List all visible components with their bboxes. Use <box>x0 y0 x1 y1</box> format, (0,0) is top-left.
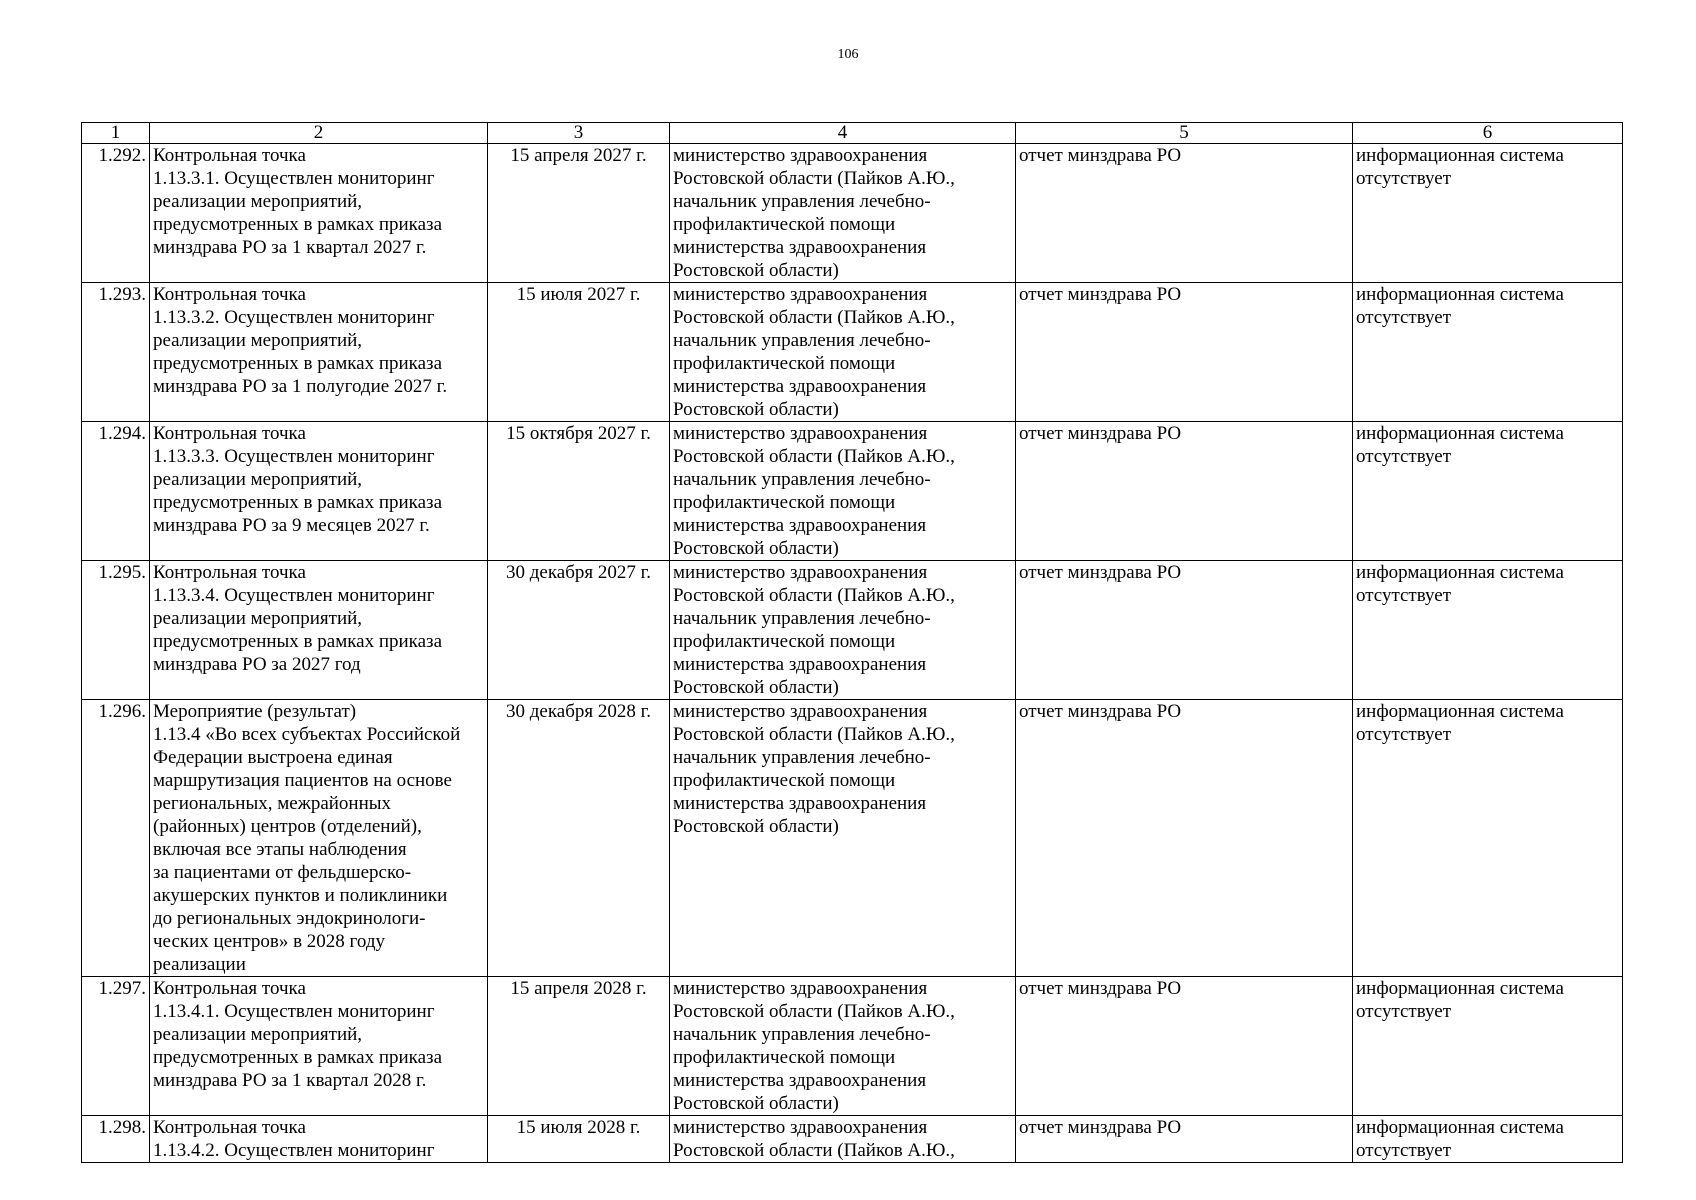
responsible-line: Ростовской области) <box>673 538 839 559</box>
row-number: 1.293. <box>82 283 150 422</box>
row-number: 1.298. <box>82 1116 150 1163</box>
row-number: 1.294. <box>82 422 150 561</box>
event-name-line: маршрутизация пациентов на основе <box>153 770 452 791</box>
responsible-line: начальник управления лечебно- <box>673 1024 931 1045</box>
responsible-line: Ростовской области (Пайков А.Ю., <box>673 585 955 606</box>
table-row <box>82 283 1623 422</box>
information-system: информационная система отсутствует <box>1353 144 1623 283</box>
event-name-line: минздрава РО за 2027 год <box>153 654 361 675</box>
responsible-line: профилактической помощи <box>673 353 896 374</box>
responsible-line: Ростовской области) <box>673 816 839 837</box>
table-row <box>82 561 1623 700</box>
event-name-line: 1.13.3.3. Осуществлен мониторинг <box>153 446 435 467</box>
event-name-line: Контрольная точка <box>153 423 306 444</box>
row-number: 1.295. <box>82 561 150 700</box>
column-header-6: 6 <box>1353 123 1623 144</box>
event-name-line: реализации <box>153 954 246 975</box>
responsible-line: министерство здравоохранения <box>673 701 928 722</box>
event-name-line: реализации мероприятий, <box>153 191 363 212</box>
responsible-executor <box>670 977 1016 1116</box>
deadline-date: 15 июля 2028 г. <box>488 1116 670 1163</box>
table-row <box>82 1116 1623 1163</box>
document-type: отчет минздрава РО <box>1016 1116 1353 1163</box>
event-name-line: Мероприятие (результат) <box>153 701 357 722</box>
responsible-line: профилактической помощи <box>673 492 896 513</box>
responsible-executor <box>670 283 1016 422</box>
document-type: отчет минздрава РО <box>1016 422 1353 561</box>
document-type: отчет минздрава РО <box>1016 144 1353 283</box>
responsible-line: министерства здравоохранения <box>673 237 927 258</box>
responsible-executor <box>670 422 1016 561</box>
responsible-line: министерство здравоохранения <box>673 978 928 999</box>
column-header-2: 2 <box>150 123 488 144</box>
row-number: 1.292. <box>82 144 150 283</box>
deadline-date: 15 апреля 2028 г. <box>488 977 670 1116</box>
event-name-line: Федерации выстроена единая <box>153 747 393 768</box>
information-system: информационная система отсутствует <box>1353 422 1623 561</box>
responsible-line: начальник управления лечебно- <box>673 191 931 212</box>
responsible-executor <box>670 561 1016 700</box>
event-name-line: 1.13.4.1. Осуществлен мониторинг <box>153 1001 435 1022</box>
page-number: 106 <box>837 47 859 62</box>
event-name <box>150 1116 488 1163</box>
deadline-date: 15 октября 2027 г. <box>488 422 670 561</box>
event-name-line: за пациентами от фельдшерско- <box>153 862 412 883</box>
responsible-line: министерство здравоохранения <box>673 284 928 305</box>
table-row <box>82 700 1623 977</box>
event-name-line: минздрава РО за 1 полугодие 2027 г. <box>153 376 448 397</box>
event-name-line: минздрава РО за 1 квартал 2027 г. <box>153 237 427 258</box>
event-name <box>150 422 488 561</box>
responsible-executor <box>670 700 1016 977</box>
responsible-line: министерства здравоохранения <box>673 515 927 536</box>
column-header-4: 4 <box>670 123 1016 144</box>
event-name-line: предусмотренных в рамках приказа <box>153 492 442 513</box>
deadline-date: 15 июля 2027 г. <box>488 283 670 422</box>
deadline-date: 15 апреля 2027 г. <box>488 144 670 283</box>
responsible-line: Ростовской области (Пайков А.Ю., <box>673 168 955 189</box>
event-name <box>150 700 488 977</box>
column-header-5: 5 <box>1016 123 1353 144</box>
event-name-line: Контрольная точка <box>153 1117 306 1138</box>
responsible-line: профилактической помощи <box>673 214 896 235</box>
event-name-line: минздрава РО за 1 квартал 2028 г. <box>153 1070 427 1091</box>
document-type: отчет минздрава РО <box>1016 977 1353 1116</box>
event-name-line: реализации мероприятий, <box>153 469 363 490</box>
event-name-line: акушерских пунктов и поликлиники <box>153 885 448 906</box>
row-number: 1.297. <box>82 977 150 1116</box>
document-type: отчет минздрава РО <box>1016 283 1353 422</box>
event-name-line: 1.13.4 «Во всех субъектах Российской <box>153 724 461 745</box>
event-name-line: Контрольная точка <box>153 145 306 166</box>
row-number: 1.296. <box>82 700 150 977</box>
responsible-line: Ростовской области (Пайков А.Ю., <box>673 1001 955 1022</box>
information-system: информационная система отсутствует <box>1353 1116 1623 1163</box>
responsible-line: министерства здравоохранения <box>673 1070 927 1091</box>
table-row <box>82 422 1623 561</box>
event-name <box>150 144 488 283</box>
event-name-line: 1.13.3.2. Осуществлен мониторинг <box>153 307 435 328</box>
responsible-line: Ростовской области (Пайков А.Ю., <box>673 1140 955 1161</box>
event-name <box>150 977 488 1116</box>
responsible-line: начальник управления лечебно- <box>673 608 931 629</box>
responsible-line: начальник управления лечебно- <box>673 330 931 351</box>
event-name-line: до региональных эндокринологи- <box>153 908 426 929</box>
deadline-date: 30 декабря 2027 г. <box>488 561 670 700</box>
column-header-3: 3 <box>488 123 670 144</box>
responsible-line: начальник управления лечебно- <box>673 747 931 768</box>
responsible-line: Ростовской области) <box>673 399 839 420</box>
event-name-line: ческих центров» в 2028 году <box>153 931 385 952</box>
responsible-line: Ростовской области) <box>673 260 839 281</box>
event-name-line: 1.13.3.1. Осуществлен мониторинг <box>153 168 435 189</box>
responsible-line: министерство здравоохранения <box>673 1117 928 1138</box>
event-name-line: включая все этапы наблюдения <box>153 839 407 860</box>
table-row <box>82 977 1623 1116</box>
event-name-line: реализации мероприятий, <box>153 608 363 629</box>
event-name-line: Контрольная точка <box>153 562 306 583</box>
responsible-executor <box>670 144 1016 283</box>
event-name-line: 1.13.4.2. Осуществлен мониторинг <box>153 1140 435 1161</box>
event-name-line: региональных, межрайонных <box>153 793 392 814</box>
responsible-line: начальник управления лечебно- <box>673 469 931 490</box>
responsible-line: профилактической помощи <box>673 1047 896 1068</box>
responsible-line: министерства здравоохранения <box>673 654 927 675</box>
information-system: информационная система отсутствует <box>1353 283 1623 422</box>
column-header-1: 1 <box>82 123 150 144</box>
table-header-row <box>82 123 1623 144</box>
event-name-line: реализации мероприятий, <box>153 330 363 351</box>
event-name-line: 1.13.3.4. Осуществлен мониторинг <box>153 585 435 606</box>
document-table <box>81 122 1623 1163</box>
information-system: информационная система отсутствует <box>1353 977 1623 1116</box>
table-row <box>82 144 1623 283</box>
responsible-line: профилактической помощи <box>673 631 896 652</box>
responsible-line: министерство здравоохранения <box>673 145 928 166</box>
responsible-line: Ростовской области (Пайков А.Ю., <box>673 724 955 745</box>
event-name-line: минздрава РО за 9 месяцев 2027 г. <box>153 515 430 536</box>
event-name <box>150 283 488 422</box>
table-body <box>82 144 1623 1163</box>
information-system: информационная система отсутствует <box>1353 561 1623 700</box>
event-name-line: реализации мероприятий, <box>153 1024 363 1045</box>
event-name-line: предусмотренных в рамках приказа <box>153 214 442 235</box>
deadline-date: 30 декабря 2028 г. <box>488 700 670 977</box>
event-name-line: Контрольная точка <box>153 284 306 305</box>
responsible-line: Ростовской области (Пайков А.Ю., <box>673 446 955 467</box>
event-name-line: Контрольная точка <box>153 978 306 999</box>
event-name-line: предусмотренных в рамках приказа <box>153 1047 442 1068</box>
document-type: отчет минздрава РО <box>1016 700 1353 977</box>
information-system: информационная система отсутствует <box>1353 700 1623 977</box>
event-name-line: предусмотренных в рамках приказа <box>153 353 442 374</box>
responsible-line: профилактической помощи <box>673 770 896 791</box>
responsible-line: министерство здравоохранения <box>673 562 928 583</box>
responsible-line: министерство здравоохранения <box>673 423 928 444</box>
responsible-line: Ростовской области) <box>673 1093 839 1114</box>
responsible-executor <box>670 1116 1016 1163</box>
event-name-line: (районных) центров (отделений), <box>153 816 422 837</box>
responsible-line: министерства здравоохранения <box>673 793 927 814</box>
responsible-line: Ростовской области) <box>673 677 839 698</box>
event-name-line: предусмотренных в рамках приказа <box>153 631 442 652</box>
responsible-line: Ростовской области (Пайков А.Ю., <box>673 307 955 328</box>
document-type: отчет минздрава РО <box>1016 561 1353 700</box>
event-name <box>150 561 488 700</box>
responsible-line: министерства здравоохранения <box>673 376 927 397</box>
